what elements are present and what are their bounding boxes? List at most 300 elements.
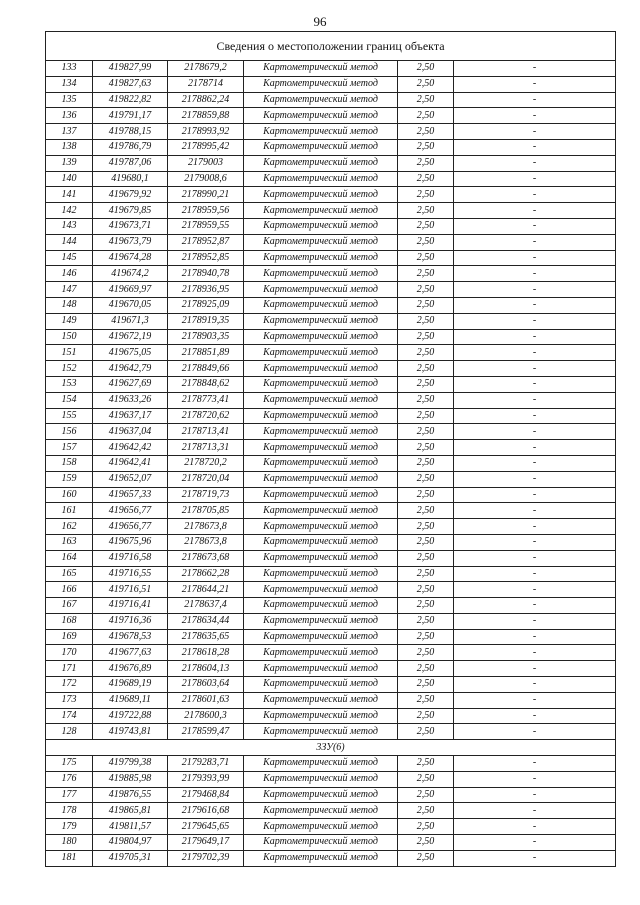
point-number-cell: 128 xyxy=(46,724,93,740)
x-coordinate-cell: 419865,81 xyxy=(93,803,168,819)
x-coordinate-cell: 419627,69 xyxy=(93,376,168,392)
y-coordinate-cell: 2178959,55 xyxy=(168,218,244,234)
x-coordinate-cell: 419642,42 xyxy=(93,440,168,456)
table-row xyxy=(46,92,616,108)
table-row xyxy=(46,266,616,282)
accuracy-cell: 2,50 xyxy=(398,503,454,519)
y-coordinate-cell: 2179393,99 xyxy=(168,771,244,787)
description-cell: - xyxy=(454,282,616,298)
accuracy-cell: 2,50 xyxy=(398,582,454,598)
table-row xyxy=(46,566,616,582)
table-row xyxy=(46,171,616,187)
point-number-cell: 172 xyxy=(46,677,93,693)
point-number-cell: 176 xyxy=(46,771,93,787)
point-number-cell: 136 xyxy=(46,108,93,124)
x-coordinate-cell: 419788,15 xyxy=(93,124,168,140)
table-row xyxy=(46,250,616,266)
table-row xyxy=(46,787,616,803)
y-coordinate-cell: 2179468,84 xyxy=(168,787,244,803)
point-number-cell: 134 xyxy=(46,76,93,92)
x-coordinate-cell: 419674,28 xyxy=(93,250,168,266)
table-row xyxy=(46,187,616,203)
accuracy-cell: 2,50 xyxy=(398,487,454,503)
table-row xyxy=(46,234,616,250)
point-number-cell: 167 xyxy=(46,598,93,614)
table-row xyxy=(46,329,616,345)
method-cell: Картометрический метод xyxy=(244,297,398,313)
method-cell: Картометрический метод xyxy=(244,661,398,677)
table-row xyxy=(46,297,616,313)
description-cell: - xyxy=(454,92,616,108)
point-number-cell: 177 xyxy=(46,787,93,803)
x-coordinate-cell: 419676,89 xyxy=(93,661,168,677)
description-cell: - xyxy=(454,645,616,661)
x-coordinate-cell: 419799,38 xyxy=(93,756,168,772)
method-cell: Картометрический метод xyxy=(244,313,398,329)
point-number-cell: 148 xyxy=(46,297,93,313)
table-row xyxy=(46,803,616,819)
method-cell: Картометрический метод xyxy=(244,266,398,282)
y-coordinate-cell: 2178773,41 xyxy=(168,392,244,408)
boundary-coordinates-table xyxy=(45,31,616,867)
accuracy-cell: 2,50 xyxy=(398,187,454,203)
point-number-cell: 179 xyxy=(46,819,93,835)
point-number-cell: 146 xyxy=(46,266,93,282)
x-coordinate-cell: 419791,17 xyxy=(93,108,168,124)
method-cell: Картометрический метод xyxy=(244,819,398,835)
description-cell: - xyxy=(454,345,616,361)
method-cell: Картометрический метод xyxy=(244,187,398,203)
accuracy-cell: 2,50 xyxy=(398,471,454,487)
y-coordinate-cell: 2178849,66 xyxy=(168,361,244,377)
table-row xyxy=(46,361,616,377)
description-cell: - xyxy=(454,771,616,787)
table-row xyxy=(46,724,616,740)
table-row xyxy=(46,487,616,503)
accuracy-cell: 2,50 xyxy=(398,440,454,456)
point-number-cell: 137 xyxy=(46,124,93,140)
point-number-cell: 162 xyxy=(46,519,93,535)
description-cell: - xyxy=(454,661,616,677)
table-title-row xyxy=(46,32,616,61)
accuracy-cell: 2,50 xyxy=(398,819,454,835)
table-row xyxy=(46,218,616,234)
x-coordinate-cell: 419670,05 xyxy=(93,297,168,313)
method-cell: Картометрический метод xyxy=(244,424,398,440)
method-cell: Картометрический метод xyxy=(244,487,398,503)
description-cell: - xyxy=(454,850,616,866)
method-cell: Картометрический метод xyxy=(244,519,398,535)
description-cell: - xyxy=(454,819,616,835)
description-cell: - xyxy=(454,487,616,503)
description-cell: - xyxy=(454,392,616,408)
y-coordinate-cell: 2178851,89 xyxy=(168,345,244,361)
table-row xyxy=(46,408,616,424)
x-coordinate-cell: 419671,3 xyxy=(93,313,168,329)
x-coordinate-cell: 419677,63 xyxy=(93,645,168,661)
section-row xyxy=(46,740,616,756)
x-coordinate-cell: 419743,81 xyxy=(93,724,168,740)
method-cell: Картометрический метод xyxy=(244,471,398,487)
y-coordinate-cell: 2178959,56 xyxy=(168,203,244,219)
y-coordinate-cell: 2178599,47 xyxy=(168,724,244,740)
x-coordinate-cell: 419885,98 xyxy=(93,771,168,787)
accuracy-cell: 2,50 xyxy=(398,771,454,787)
method-cell: Картометрический метод xyxy=(244,598,398,614)
description-cell: - xyxy=(454,329,616,345)
point-number-cell: 154 xyxy=(46,392,93,408)
x-coordinate-cell: 419656,77 xyxy=(93,519,168,535)
method-cell: Картометрический метод xyxy=(244,203,398,219)
table-row xyxy=(46,613,616,629)
point-number-cell: 156 xyxy=(46,424,93,440)
accuracy-cell: 2,50 xyxy=(398,424,454,440)
description-cell: - xyxy=(454,234,616,250)
method-cell: Картометрический метод xyxy=(244,771,398,787)
table-row xyxy=(46,534,616,550)
table-row xyxy=(46,550,616,566)
method-cell: Картометрический метод xyxy=(244,850,398,866)
accuracy-cell: 2,50 xyxy=(398,455,454,471)
table-row xyxy=(46,519,616,535)
table-row xyxy=(46,124,616,140)
accuracy-cell: 2,50 xyxy=(398,266,454,282)
y-coordinate-cell: 2178634,44 xyxy=(168,613,244,629)
y-coordinate-cell: 2178673,8 xyxy=(168,534,244,550)
y-coordinate-cell: 2178952,87 xyxy=(168,234,244,250)
accuracy-cell: 2,50 xyxy=(398,376,454,392)
accuracy-cell: 2,50 xyxy=(398,155,454,171)
accuracy-cell: 2,50 xyxy=(398,550,454,566)
y-coordinate-cell: 2178940,78 xyxy=(168,266,244,282)
x-coordinate-cell: 419827,99 xyxy=(93,61,168,77)
description-cell: - xyxy=(454,629,616,645)
point-number-cell: 144 xyxy=(46,234,93,250)
accuracy-cell: 2,50 xyxy=(398,724,454,740)
accuracy-cell: 2,50 xyxy=(398,108,454,124)
accuracy-cell: 2,50 xyxy=(398,76,454,92)
y-coordinate-cell: 2178600,3 xyxy=(168,708,244,724)
method-cell: Картометрический метод xyxy=(244,566,398,582)
y-coordinate-cell: 2178993,92 xyxy=(168,124,244,140)
accuracy-cell: 2,50 xyxy=(398,234,454,250)
y-coordinate-cell: 2178720,2 xyxy=(168,455,244,471)
y-coordinate-cell: 2178604,13 xyxy=(168,661,244,677)
x-coordinate-cell: 419827,63 xyxy=(93,76,168,92)
point-number-cell: 141 xyxy=(46,187,93,203)
point-number-cell: 181 xyxy=(46,850,93,866)
y-coordinate-cell: 2178995,42 xyxy=(168,139,244,155)
accuracy-cell: 2,50 xyxy=(398,297,454,313)
method-cell: Картометрический метод xyxy=(244,376,398,392)
point-number-cell: 152 xyxy=(46,361,93,377)
y-coordinate-cell: 2178720,62 xyxy=(168,408,244,424)
method-cell: Картометрический метод xyxy=(244,440,398,456)
y-coordinate-cell: 2179616,68 xyxy=(168,803,244,819)
y-coordinate-cell: 2178635,65 xyxy=(168,629,244,645)
description-cell: - xyxy=(454,503,616,519)
accuracy-cell: 2,50 xyxy=(398,692,454,708)
description-cell: - xyxy=(454,534,616,550)
method-cell: Картометрический метод xyxy=(244,155,398,171)
point-number-cell: 149 xyxy=(46,313,93,329)
x-coordinate-cell: 419804,97 xyxy=(93,835,168,851)
table-title: Сведения о местоположении границ объекта xyxy=(46,32,616,61)
accuracy-cell: 2,50 xyxy=(398,613,454,629)
x-coordinate-cell: 419679,85 xyxy=(93,203,168,219)
method-cell: Картометрический метод xyxy=(244,139,398,155)
point-number-cell: 175 xyxy=(46,756,93,772)
method-cell: Картометрический метод xyxy=(244,613,398,629)
point-number-cell: 147 xyxy=(46,282,93,298)
description-cell: - xyxy=(454,550,616,566)
accuracy-cell: 2,50 xyxy=(398,850,454,866)
accuracy-cell: 2,50 xyxy=(398,92,454,108)
description-cell: - xyxy=(454,455,616,471)
x-coordinate-cell: 419642,79 xyxy=(93,361,168,377)
description-cell: - xyxy=(454,108,616,124)
description-cell: - xyxy=(454,440,616,456)
x-coordinate-cell: 419716,41 xyxy=(93,598,168,614)
y-coordinate-cell: 2179645,65 xyxy=(168,819,244,835)
x-coordinate-cell: 419679,92 xyxy=(93,187,168,203)
method-cell: Картометрический метод xyxy=(244,835,398,851)
y-coordinate-cell: 2178714 xyxy=(168,76,244,92)
y-coordinate-cell: 2178662,28 xyxy=(168,566,244,582)
accuracy-cell: 2,50 xyxy=(398,282,454,298)
y-coordinate-cell: 2178603,64 xyxy=(168,677,244,693)
accuracy-cell: 2,50 xyxy=(398,408,454,424)
x-coordinate-cell: 419822,82 xyxy=(93,92,168,108)
page-number: 96 xyxy=(313,14,327,29)
point-number-cell: 133 xyxy=(46,61,93,77)
method-cell: Картометрический метод xyxy=(244,756,398,772)
x-coordinate-cell: 419673,79 xyxy=(93,234,168,250)
method-cell: Картометрический метод xyxy=(244,361,398,377)
x-coordinate-cell: 419673,71 xyxy=(93,218,168,234)
y-coordinate-cell: 2178719,73 xyxy=(168,487,244,503)
point-number-cell: 166 xyxy=(46,582,93,598)
y-coordinate-cell: 2178637,4 xyxy=(168,598,244,614)
method-cell: Картометрический метод xyxy=(244,692,398,708)
description-cell: - xyxy=(454,724,616,740)
point-number-cell: 160 xyxy=(46,487,93,503)
table-row xyxy=(46,345,616,361)
x-coordinate-cell: 419716,58 xyxy=(93,550,168,566)
description-cell: - xyxy=(454,376,616,392)
x-coordinate-cell: 419786,79 xyxy=(93,139,168,155)
accuracy-cell: 2,50 xyxy=(398,203,454,219)
y-coordinate-cell: 2178903,35 xyxy=(168,329,244,345)
table-row xyxy=(46,598,616,614)
x-coordinate-cell: 419669,97 xyxy=(93,282,168,298)
point-number-cell: 168 xyxy=(46,613,93,629)
y-coordinate-cell: 2178952,85 xyxy=(168,250,244,266)
point-number-cell: 145 xyxy=(46,250,93,266)
table-row xyxy=(46,376,616,392)
description-cell: - xyxy=(454,708,616,724)
accuracy-cell: 2,50 xyxy=(398,171,454,187)
accuracy-cell: 2,50 xyxy=(398,534,454,550)
x-coordinate-cell: 419689,19 xyxy=(93,677,168,693)
x-coordinate-cell: 419722,88 xyxy=(93,708,168,724)
description-cell: - xyxy=(454,313,616,329)
description-cell: - xyxy=(454,677,616,693)
description-cell: - xyxy=(454,218,616,234)
accuracy-cell: 2,50 xyxy=(398,124,454,140)
accuracy-cell: 2,50 xyxy=(398,803,454,819)
table-row xyxy=(46,771,616,787)
table-row xyxy=(46,313,616,329)
y-coordinate-cell: 2179649,17 xyxy=(168,835,244,851)
y-coordinate-cell: 2178673,68 xyxy=(168,550,244,566)
accuracy-cell: 2,50 xyxy=(398,329,454,345)
x-coordinate-cell: 419633,26 xyxy=(93,392,168,408)
description-cell: - xyxy=(454,171,616,187)
point-number-cell: 153 xyxy=(46,376,93,392)
point-number-cell: 151 xyxy=(46,345,93,361)
accuracy-cell: 2,50 xyxy=(398,218,454,234)
description-cell: - xyxy=(454,408,616,424)
x-coordinate-cell: 419689,11 xyxy=(93,692,168,708)
accuracy-cell: 2,50 xyxy=(398,629,454,645)
table-row xyxy=(46,61,616,77)
description-cell: - xyxy=(454,266,616,282)
y-coordinate-cell: 2178848,62 xyxy=(168,376,244,392)
x-coordinate-cell: 419787,06 xyxy=(93,155,168,171)
y-coordinate-cell: 2178601,63 xyxy=(168,692,244,708)
point-number-cell: 161 xyxy=(46,503,93,519)
x-coordinate-cell: 419705,31 xyxy=(93,850,168,866)
description-cell: - xyxy=(454,519,616,535)
point-number-cell: 164 xyxy=(46,550,93,566)
method-cell: Картометрический метод xyxy=(244,582,398,598)
method-cell: Картометрический метод xyxy=(244,708,398,724)
table-row xyxy=(46,282,616,298)
point-number-cell: 150 xyxy=(46,329,93,345)
y-coordinate-cell: 2178919,35 xyxy=(168,313,244,329)
table-row xyxy=(46,440,616,456)
x-coordinate-cell: 419811,57 xyxy=(93,819,168,835)
point-number-cell: 165 xyxy=(46,566,93,582)
x-coordinate-cell: 419637,17 xyxy=(93,408,168,424)
point-number-cell: 142 xyxy=(46,203,93,219)
description-cell: - xyxy=(454,566,616,582)
x-coordinate-cell: 419716,51 xyxy=(93,582,168,598)
point-number-cell: 174 xyxy=(46,708,93,724)
y-coordinate-cell: 2178618,28 xyxy=(168,645,244,661)
point-number-cell: 173 xyxy=(46,692,93,708)
y-coordinate-cell: 2178990,21 xyxy=(168,187,244,203)
description-cell: - xyxy=(454,361,616,377)
method-cell: Картометрический метод xyxy=(244,550,398,566)
accuracy-cell: 2,50 xyxy=(398,566,454,582)
method-cell: Картометрический метод xyxy=(244,408,398,424)
description-cell: - xyxy=(454,803,616,819)
table-row xyxy=(46,139,616,155)
point-number-cell: 170 xyxy=(46,645,93,661)
table-row xyxy=(46,582,616,598)
method-cell: Картометрический метод xyxy=(244,76,398,92)
x-coordinate-cell: 419657,33 xyxy=(93,487,168,503)
y-coordinate-cell: 2178859,88 xyxy=(168,108,244,124)
y-coordinate-cell: 2179003 xyxy=(168,155,244,171)
x-coordinate-cell: 419678,53 xyxy=(93,629,168,645)
y-coordinate-cell: 2178862,24 xyxy=(168,92,244,108)
accuracy-cell: 2,50 xyxy=(398,519,454,535)
table-row xyxy=(46,692,616,708)
method-cell: Картометрический метод xyxy=(244,92,398,108)
point-number-cell: 135 xyxy=(46,92,93,108)
method-cell: Картометрический метод xyxy=(244,629,398,645)
point-number-cell: 169 xyxy=(46,629,93,645)
point-number-cell: 155 xyxy=(46,408,93,424)
y-coordinate-cell: 2178644,21 xyxy=(168,582,244,598)
description-cell: - xyxy=(454,250,616,266)
method-cell: Картометрический метод xyxy=(244,171,398,187)
accuracy-cell: 2,50 xyxy=(398,835,454,851)
accuracy-cell: 2,50 xyxy=(398,645,454,661)
table-row xyxy=(46,424,616,440)
accuracy-cell: 2,50 xyxy=(398,677,454,693)
table-row xyxy=(46,708,616,724)
y-coordinate-cell: 2179702,39 xyxy=(168,850,244,866)
point-number-cell: 159 xyxy=(46,471,93,487)
accuracy-cell: 2,50 xyxy=(398,250,454,266)
description-cell: - xyxy=(454,582,616,598)
x-coordinate-cell: 419637,04 xyxy=(93,424,168,440)
accuracy-cell: 2,50 xyxy=(398,392,454,408)
accuracy-cell: 2,50 xyxy=(398,139,454,155)
accuracy-cell: 2,50 xyxy=(398,361,454,377)
y-coordinate-cell: 2178673,8 xyxy=(168,519,244,535)
table-row xyxy=(46,756,616,772)
description-cell: - xyxy=(454,61,616,77)
table-row xyxy=(46,155,616,171)
description-cell: - xyxy=(454,76,616,92)
description-cell: - xyxy=(454,155,616,171)
accuracy-cell: 2,50 xyxy=(398,61,454,77)
table-row xyxy=(46,645,616,661)
point-number-cell: 171 xyxy=(46,661,93,677)
method-cell: Картометрический метод xyxy=(244,534,398,550)
x-coordinate-cell: 419672,19 xyxy=(93,329,168,345)
point-number-cell: 139 xyxy=(46,155,93,171)
x-coordinate-cell: 419652,07 xyxy=(93,471,168,487)
table-row xyxy=(46,835,616,851)
x-coordinate-cell: 419675,96 xyxy=(93,534,168,550)
method-cell: Картометрический метод xyxy=(244,218,398,234)
description-cell: - xyxy=(454,139,616,155)
accuracy-cell: 2,50 xyxy=(398,756,454,772)
method-cell: Картометрический метод xyxy=(244,787,398,803)
y-coordinate-cell: 2178705,85 xyxy=(168,503,244,519)
description-cell: - xyxy=(454,203,616,219)
y-coordinate-cell: 2178713,31 xyxy=(168,440,244,456)
table-row xyxy=(46,203,616,219)
method-cell: Картометрический метод xyxy=(244,503,398,519)
point-number-cell: 163 xyxy=(46,534,93,550)
table-row xyxy=(46,661,616,677)
point-number-cell: 143 xyxy=(46,218,93,234)
description-cell: - xyxy=(454,756,616,772)
description-cell: - xyxy=(454,471,616,487)
method-cell: Картометрический метод xyxy=(244,455,398,471)
point-number-cell: 158 xyxy=(46,455,93,471)
accuracy-cell: 2,50 xyxy=(398,345,454,361)
point-number-cell: 178 xyxy=(46,803,93,819)
accuracy-cell: 2,50 xyxy=(398,598,454,614)
